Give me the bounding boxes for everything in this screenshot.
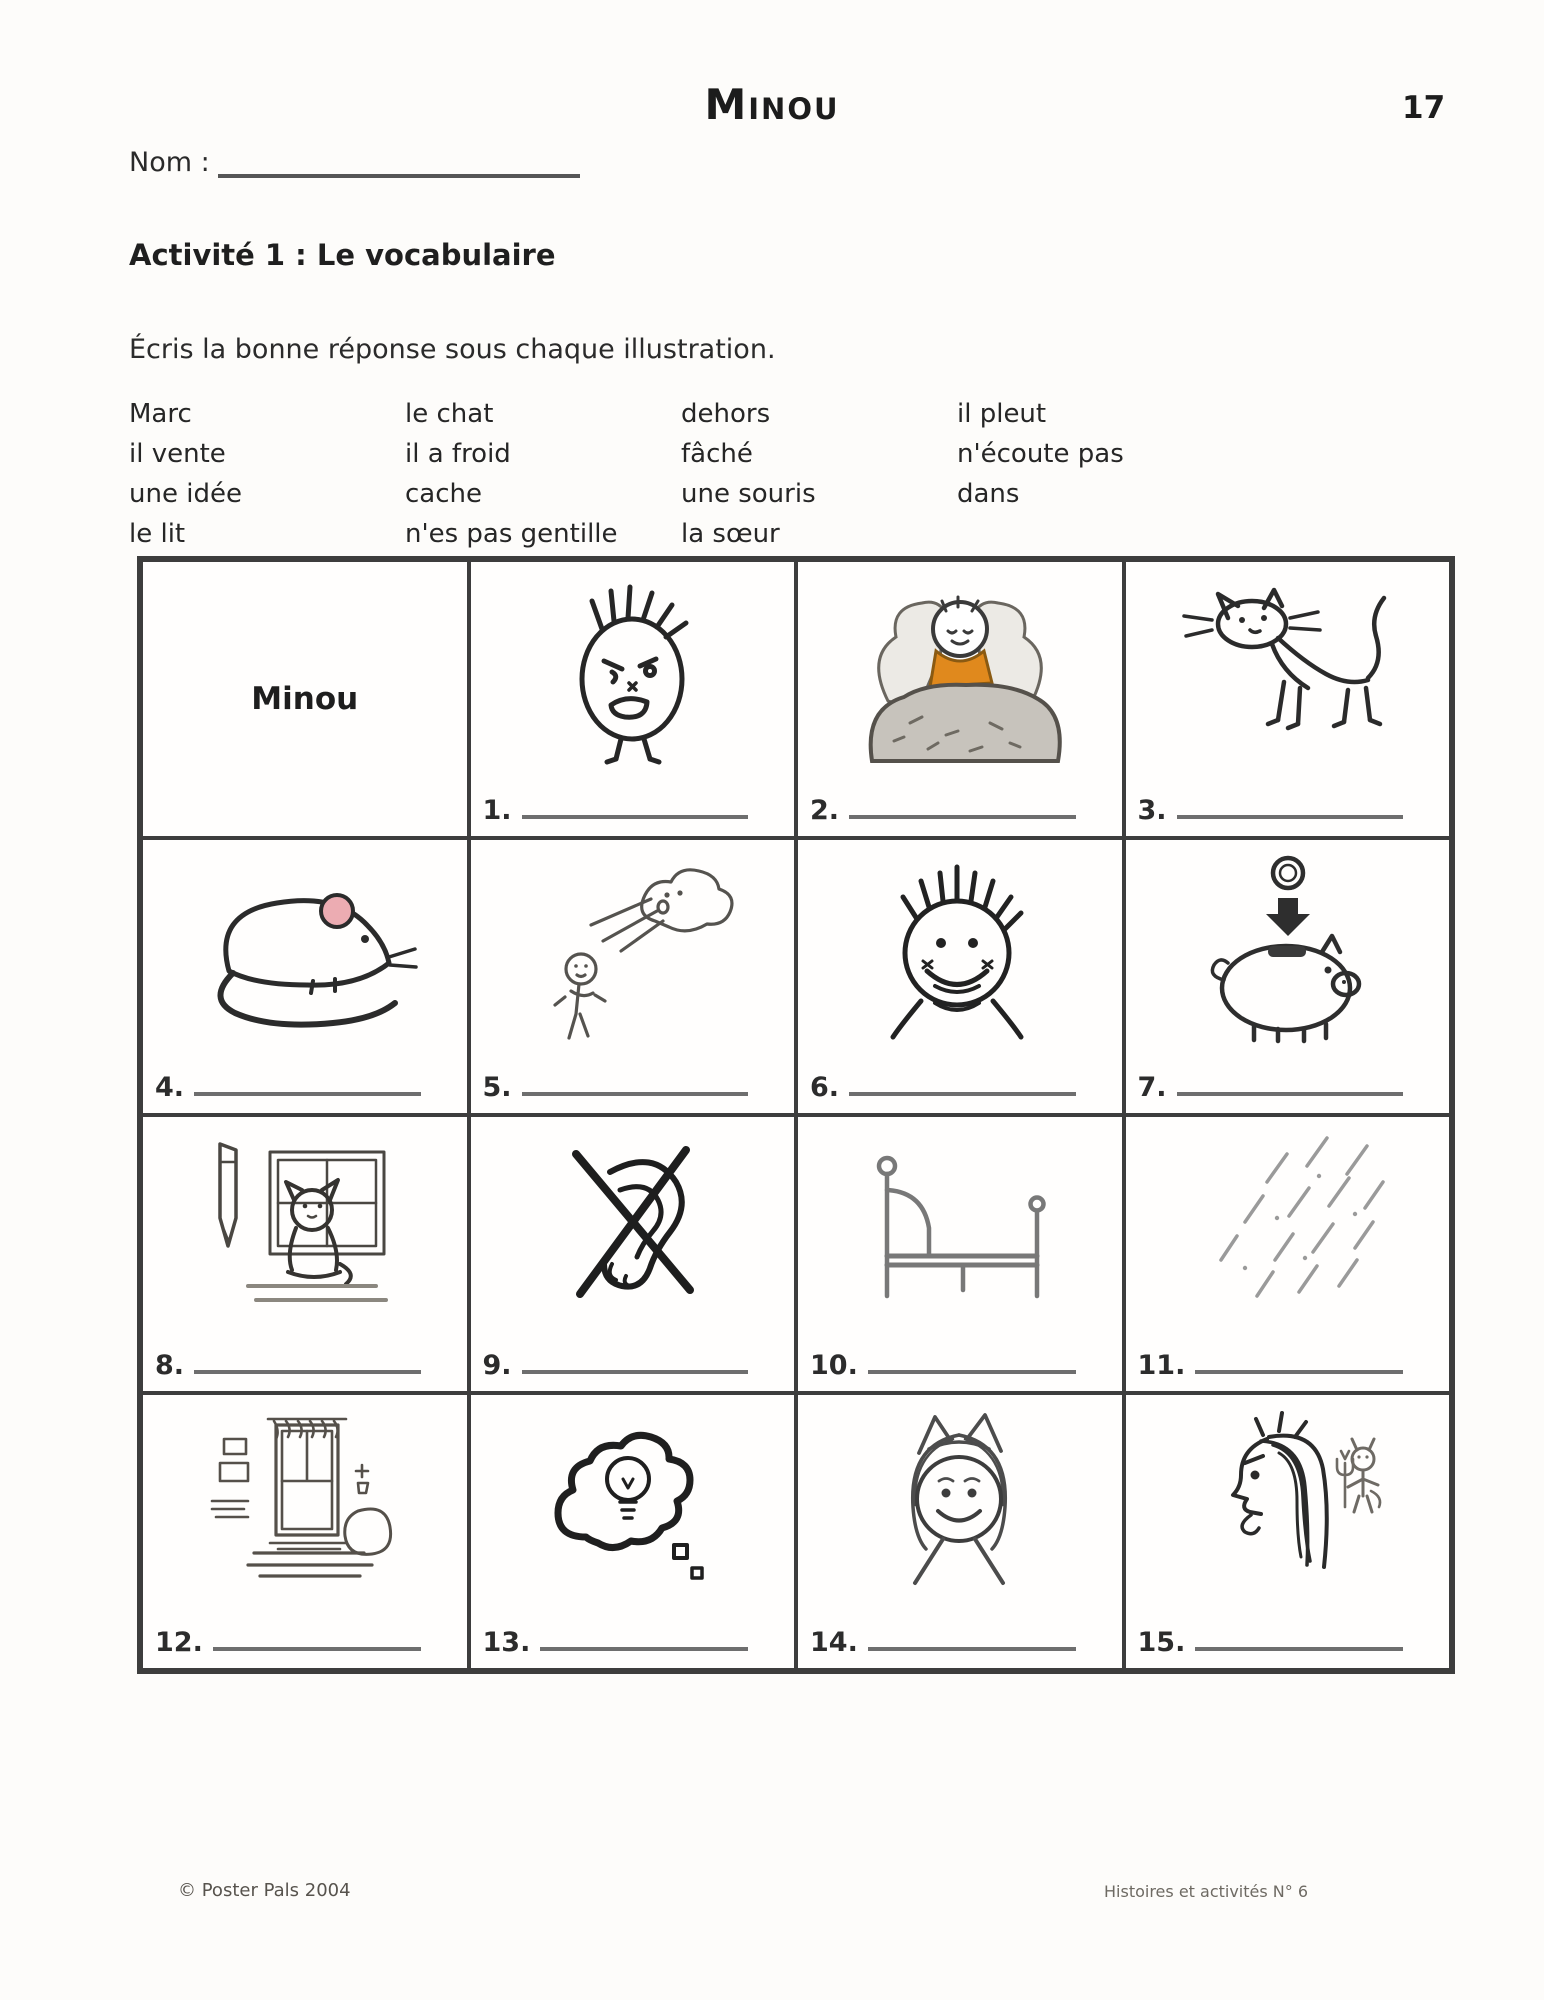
name-label: Nom : [129,147,210,178]
grid-cell-15 [1124,1393,1452,1671]
rain-illustration [1126,1123,1450,1329]
word-bank [129,394,1249,554]
blank-line [194,1370,420,1374]
blank-number: 5. [482,1072,512,1103]
blank-number: 12. [155,1627,203,1658]
grid-cell-9 [469,1115,797,1393]
grid-cell-10 [796,1115,1124,1393]
answer-blank [155,1629,449,1656]
bed-illustration [798,1123,1122,1329]
instruction-text: Écris la bonne réponse sous chaque illustration. [129,334,776,365]
piggy-bank-illustration [1126,846,1450,1052]
word-bank-item: n'écoute pas [957,439,1124,469]
blank-line [522,1370,748,1374]
blank-number: 6. [810,1072,840,1103]
idea-thought-bubble-illustration [471,1401,795,1607]
name-blank-line [218,144,580,178]
blank-number: 7. [1137,1072,1167,1103]
answer-blank [810,1074,1104,1101]
word-bank-item: il a froid [405,439,511,469]
grid-cell-13 [469,1393,797,1671]
vocabulary-grid [137,556,1455,1674]
page-number: 17 [1402,90,1446,126]
grid-cell-8 [141,1115,469,1393]
word-bank-item: le chat [405,399,494,429]
blank-line [868,1370,1076,1374]
blank-line [522,1092,748,1096]
smiling-boy-illustration [798,846,1122,1052]
blank-line [849,1092,1075,1096]
name-row [129,144,580,178]
answer-blank [155,1349,449,1381]
blank-number: 2. [810,794,840,826]
word-bank-item: cache [405,479,482,509]
blank-line [1177,815,1403,819]
blank-line [540,1647,748,1651]
word-bank-item: Marc [129,399,192,429]
blank-number: 11. [1137,1349,1186,1381]
answer-blank [155,1074,449,1101]
smiling-girl-illustration [798,1401,1122,1607]
blank-line [194,1092,420,1096]
minou-label: Minou [251,680,359,717]
blank-line [1195,1647,1403,1651]
blank-number: 8. [155,1349,185,1381]
word-bank-item: une souris [681,479,816,509]
answer-blank [810,1349,1104,1381]
blank-number: 3. [1137,794,1167,826]
blank-line [868,1647,1076,1651]
word-bank-item [957,514,1249,554]
word-bank-item: dans [957,479,1020,509]
grid-cell-6 [796,838,1124,1116]
mouse-illustration [143,846,467,1052]
girl-sticking-tongue-with-devil-illustration [1126,1401,1450,1607]
blank-number: 10. [810,1349,858,1381]
word-bank-item: n'es pas gentille [405,519,618,549]
blank-number: 4. [155,1072,185,1103]
blank-number: 1. [482,794,512,826]
grid-cell-4 [141,838,469,1116]
blank-line [1177,1092,1403,1096]
answer-blank [810,794,1104,826]
word-bank-item: il pleut [957,399,1047,429]
blank-line [1195,1370,1403,1374]
word-bank-item: dehors [681,399,771,429]
grid-cell-minou [141,560,469,838]
blank-number: 13. [482,1627,531,1658]
grid-cell-7 [1124,838,1452,1116]
answer-blank [482,1349,777,1381]
grid-cell-1 [469,560,797,838]
blank-number: 9. [482,1349,512,1381]
word-bank-item: la sœur [681,519,780,549]
cat-illustration [1126,568,1450,774]
blank-line [522,815,748,819]
answer-blank [810,1629,1104,1656]
footer-copyright: © Poster Pals 2004 [178,1880,351,1901]
wind-blowing-illustration [471,846,795,1052]
footer-series-title: Histoires et activités N° 6 [1104,1882,1309,1901]
word-bank-item: le lit [129,519,186,549]
answer-blank [483,1629,777,1656]
grid-cell-14 [796,1393,1124,1671]
answer-blank [1137,794,1432,826]
answer-blank [482,794,777,826]
grid-cell-2 [796,560,1124,838]
word-bank-item: il vente [129,439,226,469]
activity-heading: Activité 1 : Le vocabulaire [129,238,556,272]
grid-cell-5 [469,838,797,1116]
word-bank-item: fâché [681,439,753,469]
answer-blank [1137,1349,1432,1381]
answer-blank [1138,1074,1432,1101]
room-with-window-illustration [143,1401,467,1607]
answer-blank [1138,1629,1432,1656]
blank-line [849,815,1075,819]
blank-number: 15. [1137,1627,1186,1658]
word-bank-item: une idée [129,479,242,509]
crossed-out-ear-illustration [471,1123,795,1329]
angry-face-illustration [471,568,795,774]
grid-cell-3 [1124,560,1452,838]
answer-blank [483,1074,777,1101]
cat-outside-window-illustration [143,1123,467,1329]
grid-cell-12 [141,1393,469,1671]
blank-line [213,1647,421,1651]
child-hiding-in-hay-illustration [798,568,1122,774]
blank-number: 14. [810,1627,858,1658]
grid-cell-11 [1124,1115,1452,1393]
page-title: Minou [704,80,840,129]
